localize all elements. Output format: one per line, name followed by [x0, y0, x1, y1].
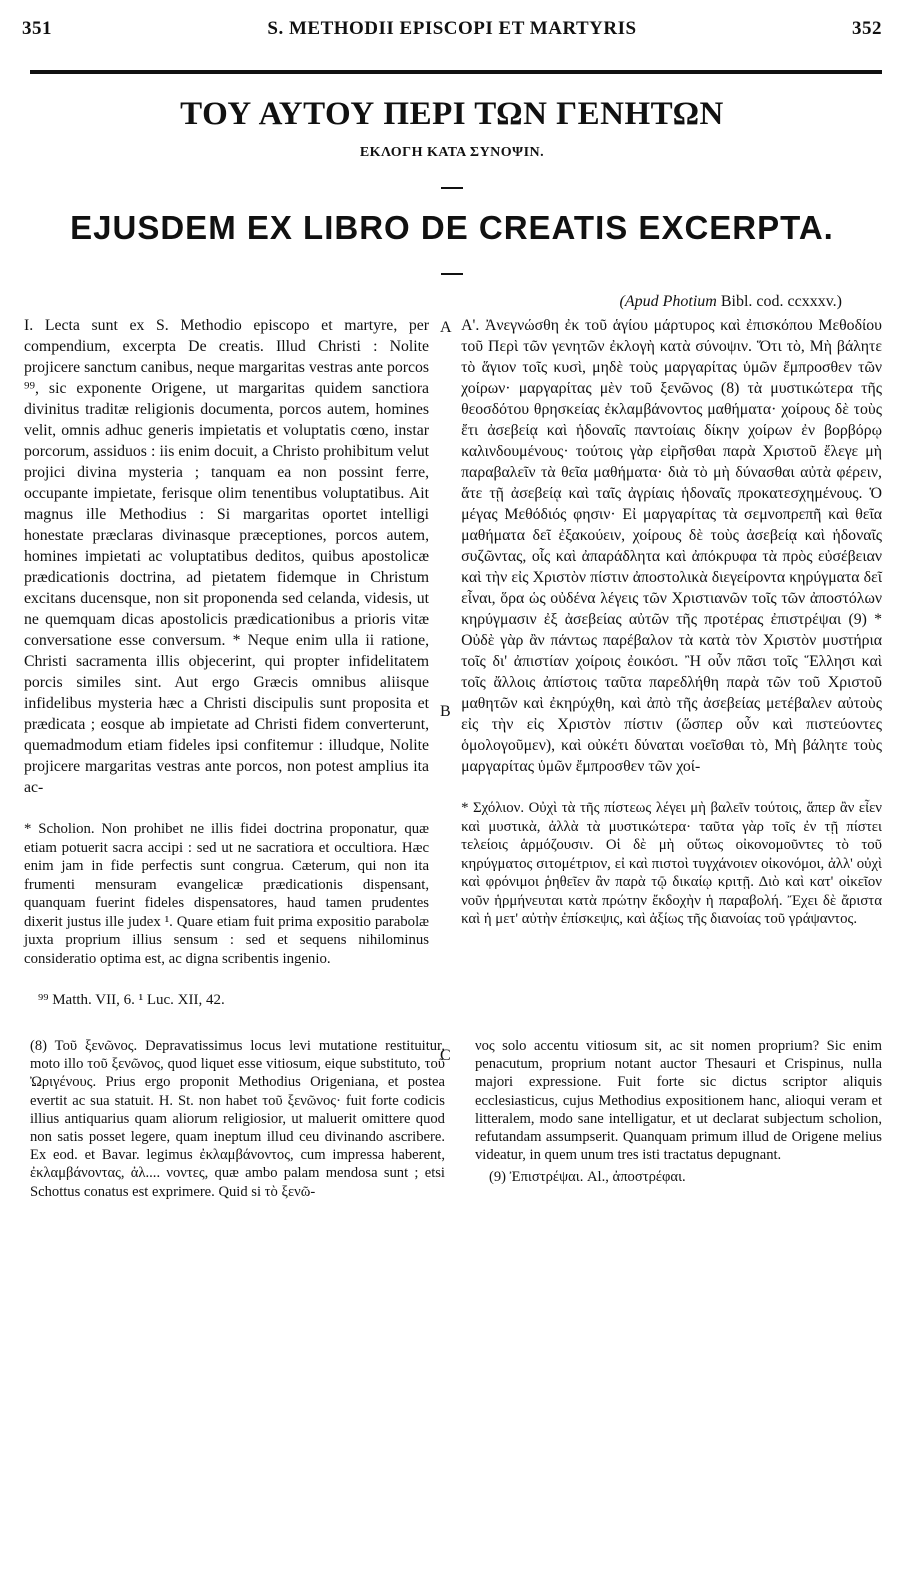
two-column-text — [22, 315, 882, 1064]
latin-scholion: * Scholion. Non prohibet ne illis fidei doctrina proponatur, quæ etiam potuerit sacra accipi : sed ut ne sacratiora et occultiora. Hæc enim jam in fide perfectis sunt congrua. Cæterum, qui non ita frumenti mensuram evangelicæ prædicationis dispensant, quanquam fuerint fideles dispensatores, haud tamen prudentes dixerit justus ille judex ¹. Quare etiam fuit prima expositio parabolæ juxta proprium illius sensum : sed et sequens nihilominus consideratio optima est, ac digna scribentis ingenio. — [24, 821, 430, 967]
greek-scholion: * Σχόλιον. Οὐχὶ τὰ τῆς πίστεως λέγει μὴ βαλεῖν τούτοις, ἅπερ ἂν εἶεν καὶ μυστικὰ, ἀλλὰ τὰ μυστικώτερα· ταῦτα γὰρ τοῖς ἐν τῇ πίστει τελείοις ἁρμόζουσιν. Οἱ δὲ μὴ οὕτως οἰκονομοῦντες τὸ τοῦ κηρύγματος σιτομέτριον, εἰ καὶ πιστοὶ τυγχάνοιεν οἰκονόμοι, ἀλλ' οὐχὶ καὶ φρόνιμοι ῥηθεῖεν ἂν παρὰ τῷ δικαίῳ κριτῇ. Διὸ καὶ κατ' οἰκεῖον νοῦν ἡρμήνευται κατὰ πρώτην ἔκδοχὴν ἡ παραβολή. Ἔχει δὲ ἄριστα καὶ ἡ μετ' αὐτὴν ἐπίσκεψις, καὶ ἀξίως τῆς διανοίας τοῦ γράψαντος. — [461, 800, 882, 927]
title-divider-2 — [441, 273, 463, 275]
footnotes — [22, 1037, 882, 1201]
footnote-continuation — [445, 1037, 882, 1201]
page-number-right: 352 — [851, 18, 882, 39]
latin-column — [22, 315, 429, 1011]
margin-letter-c: C — [440, 1047, 451, 1064]
greek-column — [429, 315, 882, 1011]
greek-title: ΤΟΥ ΑΥΤΟΥ ΠΕΡΙ ΤΩΝ ΓΕΝΗΤΩΝ — [180, 96, 724, 132]
latin-main-text: I. Lecta sunt ex S. Methodio episcopo et martyre, per compendium, excerpta De creatis. Illud Christi : Nolite projicere sanctum canibus, neque margaritas vestras ante porcos ⁹⁹, sic exponente Origene, ut margaritas quidem sanctiora divinitus traditæ religionis documenta, porcos autem, homines velit, omnis adhuc generis impietatis et voluptatis cœno, instar porcorum, assiduos : iis enim docuit, a Christo prohibitum velut projici divina mysteria ; tanquam ea non possint ferre, occupante impietate, ferisque olim tenentibus voluptatibus. Ait magnus ille Methodius : Si margaritas oportet intelligi honestate præclaras divinasque præceptiones, porcos autem, homines impietati ac voluptatibus deditos, quibus apostolicæ prædicationis doctrina, ad pietatem fidemque in Christum excitans ducensque, non sit proponenda sed celanda, videsis, ut ne quemquam dicas apostolicis prædicationibus a prioris vitæ conversatione esse conversum. * Neque enim ulla ii ratione, Christi sacramenta illis objecerint, qui propter infidelitatem porcis similes sint. Aut ergo Græcis omnibus aliisque infidelibus mysteria hæc a Christi discipulis sunt proposita et prædicata ; eosque ab impietate ad Christi fidem converterunt, quemadmodum etiam fideles ipsi confitemur : illudque, Nolite projicere margaritas vestras ante porcos, non potest amplius ita ac- — [24, 317, 430, 796]
running-header — [22, 18, 882, 40]
margin-letter-a: A — [440, 319, 452, 336]
source-rest: Bibl. cod. ccxxxv.) — [716, 293, 842, 310]
running-title: S. METHODII EPISCOPI ET MARTYRIS — [267, 18, 637, 39]
greek-main-text: Α'. Ἀνεγνώσθη ἐκ τοῦ ἁγίου μάρτυρος καὶ ἐπισκόπου Μεθοδίου τοῦ Περὶ τῶν γενητῶν ἐκλογὴ κατὰ σύνοψιν. Ὅτι τὸ, Μὴ βάλητε τὸ ἅγιον τοῖς κυσὶ, μηδὲ τοὺς μαργαρίτας ὑμῶν ἔμπροσθεν τῶν χοίρων· μαργαρίτας μὲν τοῦ ξενῶνος (8) τὰ μυστικώτερα τῆς θεοσδότου θρησκείας ἐκλαμβάνοντος μαθήματα· χοίρους δὲ τοὺς ἔτι ἀσεβείᾳ καὶ ἡδοναῖς παντοίαις δίκην χοίρων ἐν βορβόρῳ καλινδουμένους· τούτοις γὰρ εἰρῆσθαι παρὰ Χριστοῦ ἔλεγε μὴ παραβαλεῖν τὰ θεῖα μαθήματα· διὰ τὸ μὴ δύνασθαι αὐτὰ φέρειν, ἅτε τῇ ἀσεβείᾳ καὶ ταῖς ἀγρίαις ἡδοναῖς προκατεσχημένους. Ὁ μέγας Μεθόδιός φησιν· Εἰ μαργαρίτας τὰ σεμνοπρεπῆ καὶ θεῖα μαθήματα δεῖ ἐξακούειν, χοίρους δὲ τοὺς ἀσεβείᾳ καὶ ἡδοναῖς συζῶντας, οἷς καὶ ἀπαράδλητα καὶ ἀπόκρυφα τὰ πρὸς εὐσέβειαν καὶ τὴν εἰς Χριστὸν πίστιν ἀποστολικὰ διεγείροντα κηρύγματα δεῖ εἶναι, ὅρα ὡς οὐδένα λέγεις τῶν Χριστιανῶν τοῖς τῶν ἀποστόλων κηρύγμασιν ἐξ ἀσεβείας αὐτῶν τῆς προτέρας ἐπιστρέψαι (9) * Οὐδὲ γὰρ ἂν πάντως παρέβαλον τὰ κατὰ τὸν Χριστὸν μυστήρια τοῖς δι' ἀπιστίαν χοίροις ἐοικόσι. Ἢ οὖν πᾶσι τοῖς Ἕλλησι καὶ τοῖς ἄλλοις ἀπίστοις ταῦτα παρεδλήθη παρὰ τῶν τοῦ Χριστοῦ μαθητῶν καὶ ἐκηρύχθη, καὶ ἀπὸ τῆς ἀσεβείας μετέβαλεν αὐτοὺς εἰς τὴν εἰς Χριστὸν πίστιν (ὥσπερ οὖν καὶ πιστεύοντες ὁμολογοῦμεν), καὶ οὐκέτι δύναται νοεῖσθαι τὸ, Μὴ βάλητε τοὺς μαργαρίτας ὑμῶν ἔμπροσθεν τῶν χοί- — [461, 317, 882, 775]
greek-subtitle: ΕΚΛΟΓΗ ΚΑΤΑ ΣΥΝΟΨΙΝ. — [359, 145, 545, 160]
source-citation — [22, 293, 842, 311]
page-number-left: 351 — [22, 18, 52, 39]
source-prefix: (Apud Photium — [619, 293, 717, 310]
footnote-9: (9) Ἐπιστρέψαι. Al., ἀποστρέφαι. — [488, 1169, 686, 1186]
title-divider — [441, 187, 463, 189]
latin-title: EJUSDEM EX LIBRO DE CREATIS EXCERPTA. — [70, 209, 834, 246]
footnote-8: (8) Τοῦ ξενῶνος. Depravatissimus locus levi mutatione restituitur, moto illo τοῦ ξενῶνος, quod liquet esse vitiosum, eique substituto, τοῦ Ὠριγένους. Prius ergo proponit Methodius Origeniana, et postea evertit ac sua statuit. H. St. non habet τοῦ ξενῶνος· fuit forte codicis illius antiquarius quam aliorum religiosior, ut maluerit omittere quod non satis posset legere, quam ineptum illud ceu divinando ascribere. Ex eod. et Bavar. legimus ἐκλαμβάνοντος, cum impressa haberent, ἐκλαμβάνοντας, ἀλ.... νοντες, quæ ambo palam mendosa sunt ; etsi Schottus conatus est exprimere. Quid si τὸ ξενῶ- — [30, 1038, 445, 1200]
header-rule — [30, 70, 882, 74]
margin-letter-b: B — [440, 703, 451, 720]
scripture-references: ⁹⁹ Matth. VII, 6. ¹ Luc. XII, 42. — [38, 992, 225, 1008]
footnote-8-continued: νος solo accentu vitiosum sit, ac sit nomen proprium? Sic enim penacutum, proprium notant auctor Thesauri et Crispinus, nulla majori expressione. Fuit forte sic dictus scriptor aliquis ecclesiasticus, cujus Methodius expositionem hanc, alioqui veram et litteralem, modo sane intelligatur, et ut declarat subjectum scholion, refutandam assumpserit. Quanquam primum illud de Origene melius videatur, in quem unum tres isti tractatus depugnant. — [474, 1038, 882, 1164]
